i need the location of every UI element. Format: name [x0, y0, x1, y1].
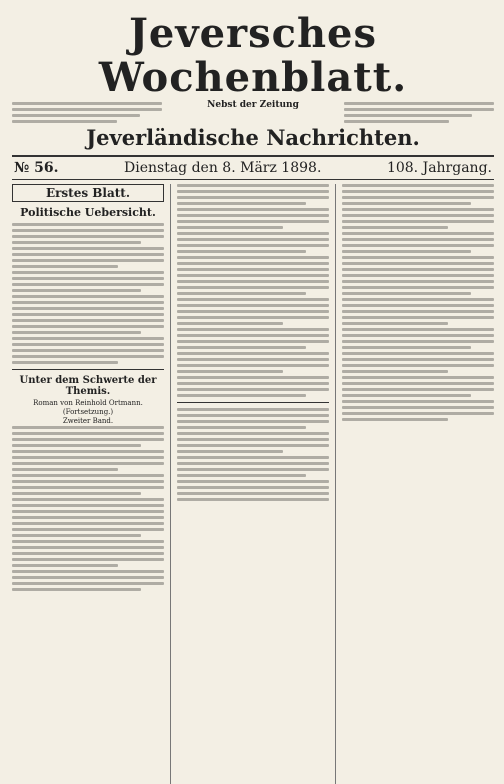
section-title: Politische Uebersicht.: [20, 206, 156, 219]
feuilleton-continuation: (Fortsetzung.): [62, 408, 114, 416]
feuilleton-part: Zweiter Band.: [62, 417, 114, 425]
middle-text: [177, 184, 329, 397]
box-title: Erstes Blatt.: [12, 184, 164, 202]
advertising-info: [344, 102, 494, 123]
feuilleton-author: Roman von Reinhold Ortmann.: [33, 399, 143, 407]
right-text: [342, 184, 494, 421]
column-right: [335, 184, 494, 784]
masthead-title: Jeversches Wochenblatt.: [98, 10, 408, 101]
dateline: [12, 155, 494, 180]
issue-volume: 108. Jahrgang.: [386, 160, 492, 176]
subscription-info: [12, 102, 162, 123]
article-text: [12, 223, 164, 364]
issue-date: Dienstag den 8. März 1898.: [124, 160, 322, 176]
column-middle: [170, 184, 329, 784]
masthead-subline: [12, 102, 494, 123]
column-left: [12, 184, 164, 784]
feuilleton-text: [12, 426, 164, 591]
columns: [12, 184, 494, 784]
masthead-subtitle: Jeverländische Nachrichten.: [86, 125, 420, 150]
issue-number: № 56.: [14, 160, 59, 176]
feuilleton-title: Unter dem Schwerte der Themis.: [19, 375, 157, 397]
middle-text-2: [177, 408, 329, 501]
masthead-supplement: Nebst der Zeitung: [207, 100, 299, 110]
